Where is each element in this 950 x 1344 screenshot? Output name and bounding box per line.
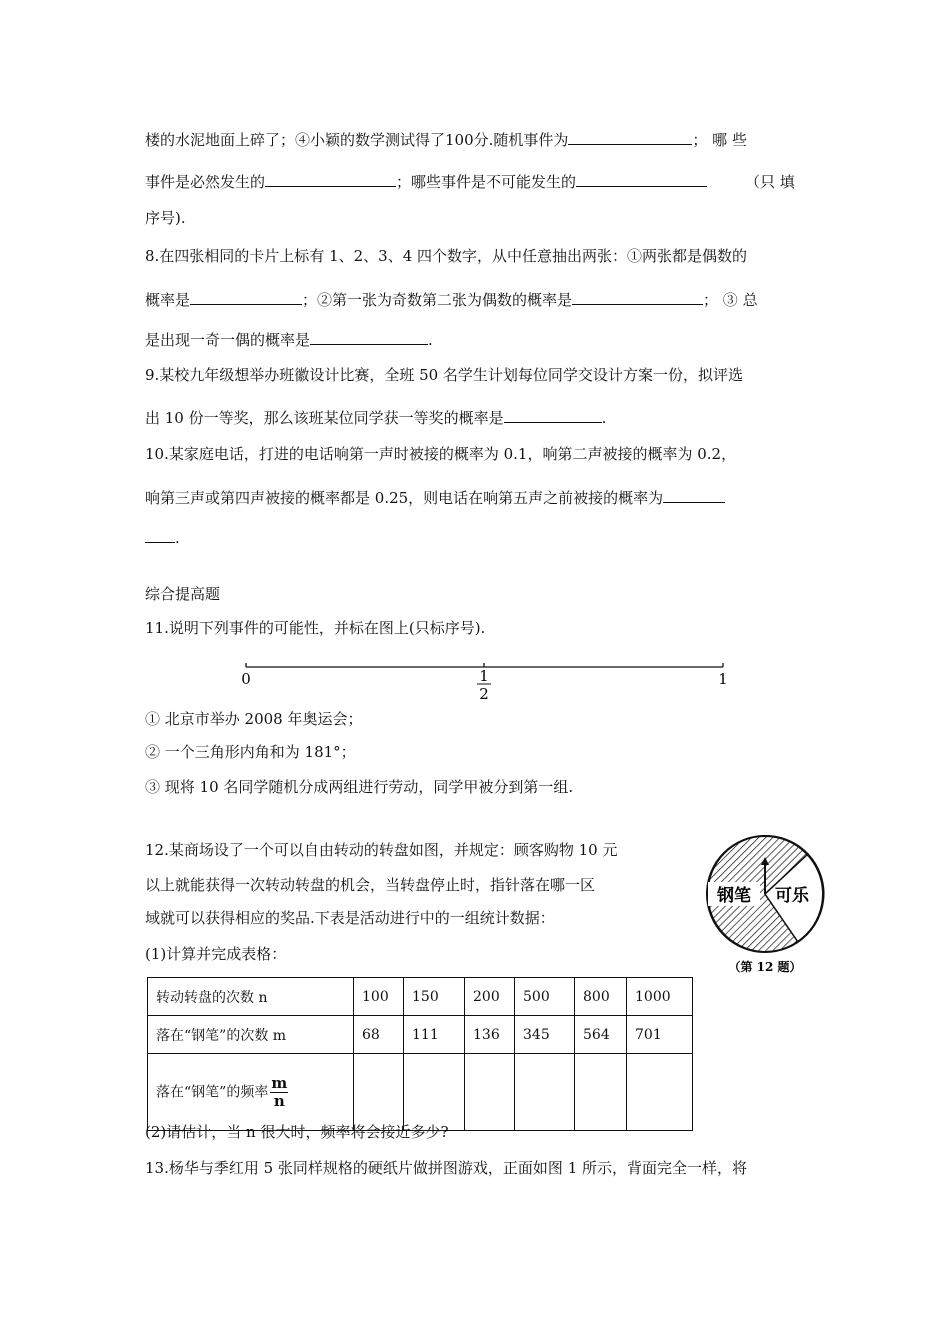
tick-label-1: 1 [718,670,728,688]
text: 楼的水泥地面上碎了；④小颖的数学测试得了100分.随机事件为 [145,131,569,149]
fraction-m-over-n [270,1075,288,1110]
table-cell: 100 [354,978,404,1016]
text-line [145,208,186,228]
answer-cell[interactable] [627,1054,693,1131]
statistics-table [147,977,693,1131]
spinner-figure [700,832,830,977]
tick-label-half-num: 1 [479,667,489,685]
text: （只 填 [745,173,795,191]
table-row [148,1016,693,1054]
answer-cell[interactable] [354,1054,404,1131]
text: 概率是 [145,291,191,309]
text: 序号). [145,209,186,227]
text: 是出现一奇一偶的概率是 [145,331,311,349]
text: 9.某校九年级想举办班徽设计比赛，全班 50 名学生计划每位同学交设计方案一份，拟评选 [145,366,743,384]
question-11-item: ① 北京市举办 2008 年奥运会； [145,710,363,728]
answer-blank[interactable] [265,170,396,187]
table-row [148,1054,693,1131]
question-11-item: ③ 现将 10 名同学随机分成两组进行劳动，同学甲被分到第一组. [145,778,574,796]
text-line [145,170,795,192]
section-title: 综合提高题 [145,585,221,603]
question-9-line [145,365,743,385]
table-row [148,978,693,1016]
text: ； ③ 总 [703,291,758,309]
answer-blank[interactable] [190,288,302,305]
answer-blank[interactable] [310,328,428,345]
table-cell: 564 [575,1016,627,1054]
answer-blank[interactable] [572,288,703,305]
answer-blank[interactable] [504,406,602,423]
text: . [175,529,180,547]
question-13-line: 13.杨华与季红用 5 张同样规格的硬纸片做拼图游戏，正面如图 1 所示，背面完全一样，将 [145,1159,748,1177]
question-12-line: 域就可以获得相应的奖品.下表是活动进行中的一组统计数据： [145,909,555,927]
text-line [145,128,747,150]
cola-label: 可乐 [775,886,809,906]
answer-cell[interactable] [404,1054,465,1131]
text: ； 哪 些 [692,131,747,149]
table-cell: 500 [515,978,575,1016]
question-12-line: 12.某商场设了一个可以自由转动的转盘如图，并规定：顾客购物 10 元 [145,841,618,859]
question-8-line [145,328,433,350]
question-12-line: 以上就能获得一次转动转盘的机会，当转盘停止时，指针落在哪一区 [145,876,596,894]
text: 10.某家庭电话，打进的电话响第一声时被接的概率为 0.1，响第二声被接的概率为 0.2， [145,445,737,463]
question-10-line [145,526,180,548]
question-12-sub2: (2)请估计，当 n 很大时，频率将会接近多少? [145,1123,449,1141]
row-header: 落在“钢笔”的次数 m [148,1016,354,1054]
text: . [601,409,607,427]
text: 出 10 份一等奖，那么该班某位同学获一等奖的概率是 [145,409,504,427]
question-10-line [145,486,725,508]
fraction-numerator: m [271,1073,288,1092]
text: 事件是必然发生的 [145,173,266,191]
row-header: 转动转盘的次数 n [148,978,354,1016]
pen-label: 钢笔 [717,886,751,906]
text: 响第三声或第四声被接的概率都是 0.25，则电话在响第五声之前被接的概率为 [145,489,664,507]
text: ；②第一张为奇数第二张为偶数的概率是 [302,291,573,309]
table-cell: 111 [404,1016,465,1054]
text: . [428,331,433,349]
fraction-denominator: n [273,1091,285,1110]
question-8-line [145,288,758,310]
answer-blank[interactable] [145,526,175,543]
row-header-text: 落在“钢笔”的频率 [156,1084,269,1100]
answer-cell[interactable] [575,1054,627,1131]
text: ；哪些事件是不可能发生的 [396,173,577,191]
answer-blank[interactable] [568,128,692,145]
table-cell: 345 [515,1016,575,1054]
answer-cell[interactable] [515,1054,575,1131]
probability-number-line [238,655,738,705]
table-cell: 200 [465,978,515,1016]
answer-blank[interactable] [663,486,725,503]
answer-blank[interactable] [576,170,707,187]
figure-caption: （第 12 题） [728,960,802,974]
table-cell: 800 [575,978,627,1016]
table-cell: 68 [354,1016,404,1054]
question-8-line [145,246,747,266]
text: 8.在四张相同的卡片上标有 1、2、3、4 四个数字，从中任意抽出两张：①两张都是偶数的 [145,247,748,265]
row-header [148,1054,354,1131]
tick-label-0: 0 [241,670,251,688]
table-cell: 1000 [627,978,693,1016]
question-10-line [145,444,736,464]
table-cell: 701 [627,1016,693,1054]
question-11-item: ② 一个三角形内角和为 181°； [145,743,356,761]
question-9-line [145,406,606,428]
answer-cell[interactable] [465,1054,515,1131]
tick-label-half-den: 2 [479,685,489,703]
question-11-stem: 11.说明下列事件的可能性，并标在图上(只标序号). [145,619,486,637]
question-12-sub1: (1)计算并完成表格： [145,945,287,963]
table-cell: 150 [404,978,465,1016]
table-cell: 136 [465,1016,515,1054]
